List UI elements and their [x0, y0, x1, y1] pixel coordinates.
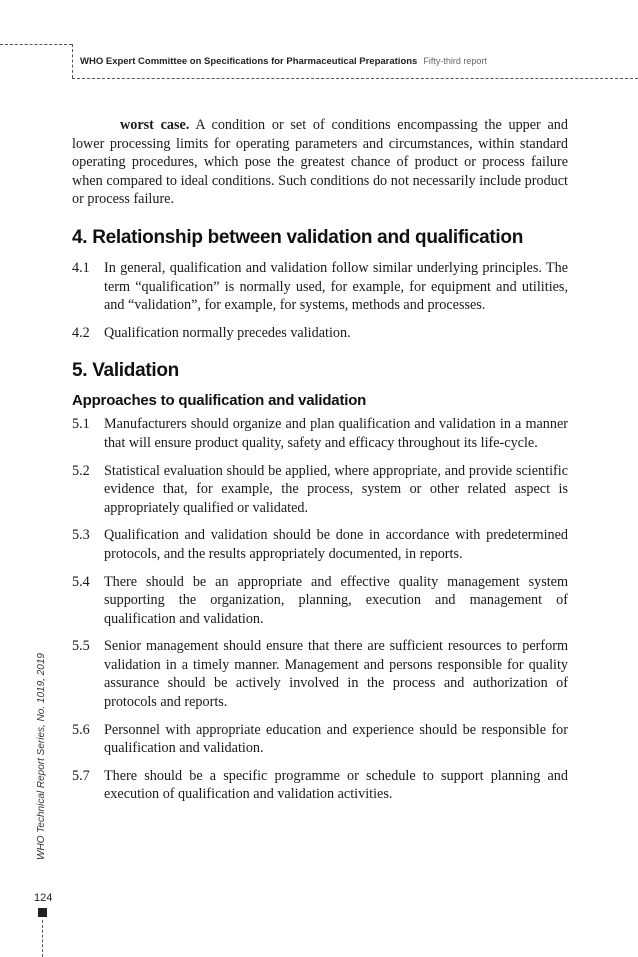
clause-text: Qualification normally precedes validation. — [104, 324, 351, 341]
bottom-vertical-dash-rule — [42, 920, 43, 957]
clause-4-1 — [72, 259, 568, 315]
definition-term: worst case. — [120, 117, 190, 133]
clause-text: Manufacturers should organize and plan qualification and validation in a manner that will ensure product quality, safety and efficacy throughout its life-cycle. — [104, 416, 568, 451]
clause-number: 4.1 — [72, 259, 90, 276]
section-4-heading: 4. Relationship between validation and qualification — [72, 226, 524, 248]
clause-text: There should be a specific programme or schedule to support planning and execution of qualification and validation activities. — [104, 767, 568, 803]
running-header — [80, 56, 487, 67]
page-number: 124 — [34, 892, 53, 904]
clause-number: 5.2 — [72, 462, 90, 479]
clause-text: Senior management should ensure that there are sufficient resources to perform validation in a timely manner. Management and persons responsible for quality assurance should be actively involved in the process and authorization of protocols and reports. — [104, 638, 568, 711]
header-dash-rule — [72, 78, 638, 79]
section-5-subheading: Approaches to qualification and validation — [72, 392, 367, 410]
clause-text: In general, qualification and validation follow similar underlying principles. The term “qualification” is normally used, for example, for equipment and utilities, and “validation”, for example, for systems, methods and processes. — [104, 259, 568, 314]
clause-text: Statistical evaluation should be applied, where appropriate, and provide scientific evidence that, for example, the process, system or other related aspect is appropriately qualified or validated. — [104, 462, 568, 516]
clause-4-2 — [72, 324, 568, 343]
clause-text: Personnel with appropriate education and experience should be responsible for qualification and validation. — [104, 721, 568, 757]
clause-5-7 — [72, 767, 568, 804]
clause-number: 5.6 — [72, 721, 90, 738]
top-vertical-dash-rule — [72, 44, 73, 78]
clause-5-1 — [72, 415, 568, 452]
clause-number: 5.1 — [72, 416, 90, 433]
worst-case-definition — [72, 116, 568, 209]
clause-number: 5.4 — [72, 573, 90, 590]
page-marker-square — [38, 908, 47, 917]
clause-5-4 — [72, 573, 568, 629]
clause-number: 5.5 — [72, 638, 90, 655]
page-body — [72, 116, 568, 813]
series-title-vertical: WHO Technical Report Series, No. 1019, 2019 — [36, 653, 47, 860]
definition-text: A condition or set of conditions encompassing the upper and lower processing limits for operating parameters and circumstances, within standard operating procedures, which pose the greatest chance of product or process failure when compared to ideal conditions. Such conditions do not necessarily include product or process failure. — [72, 117, 568, 208]
clause-number: 5.3 — [72, 527, 90, 544]
clause-5-3 — [72, 526, 568, 563]
clause-5-2 — [72, 462, 568, 518]
running-header-title: WHO Expert Committee on Specifications for Pharmaceutical Preparations — [80, 56, 418, 67]
running-header-subtitle: Fifty-third report — [423, 56, 487, 66]
section-5-heading: 5. Validation — [72, 360, 179, 382]
clause-text: There should be an appropriate and effective quality management system supporting the organization, planning, execution and management of qualification and validation. — [104, 573, 568, 627]
top-left-dash-rule — [0, 44, 72, 45]
clause-number: 5.7 — [72, 767, 90, 784]
clause-text: Qualification and validation should be done in accordance with predetermined protocols, and the results appropriately documented, in reports. — [104, 527, 568, 562]
clause-5-6 — [72, 721, 568, 758]
clause-number: 4.2 — [72, 324, 90, 341]
clause-5-5 — [72, 637, 568, 711]
